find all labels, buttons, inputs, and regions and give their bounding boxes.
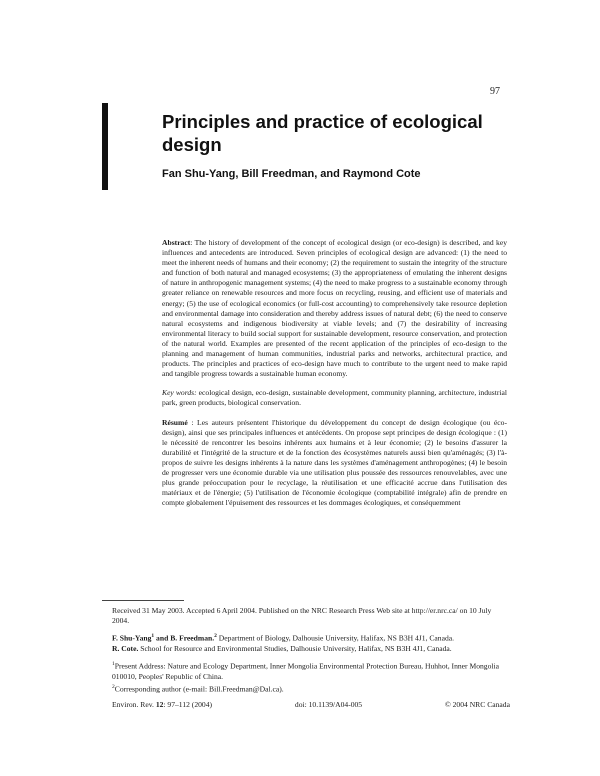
footnote-1 bbox=[112, 659, 510, 694]
received-line: Received 31 May 2003. Accepted 6 April 2004. Published on the NRC Research Press Web site at http://er.nrc.ca/ on 10 July 2004. bbox=[112, 606, 492, 626]
affiliation-1-name: F. Shu-Yang bbox=[112, 633, 152, 643]
abstract-section bbox=[162, 238, 507, 517]
key-words-paragraph bbox=[162, 388, 507, 408]
journal-name: Environ. Rev. bbox=[112, 700, 156, 709]
key-words-label: Key words: bbox=[162, 388, 197, 398]
affiliation-2-text: School for Resource and Environmental Studies, Dalhousie University, Halifax, NS B3H 4J1, Canada. bbox=[138, 643, 452, 653]
journal-copyright: © 2004 NRC Canada bbox=[444, 700, 510, 709]
footnote-2-text: Corresponding author (e-mail: Bill.Freedman@Dal.ca). bbox=[114, 684, 284, 694]
resume-label: Résumé bbox=[162, 417, 188, 427]
footnote-divider bbox=[102, 600, 184, 601]
footnote-1-marker: 1 bbox=[112, 660, 115, 667]
key-words-text: ecological design, eco-design, sustainable development, community planning, architecture, industrial park, green products, biological conservation. bbox=[162, 388, 507, 408]
footnotes-section bbox=[112, 606, 510, 699]
journal-citation-line bbox=[112, 700, 510, 709]
affiliation-1-name-2: B. Freedman. bbox=[170, 633, 215, 643]
affiliation-1-and: and bbox=[154, 633, 171, 643]
affiliation-1-sup-2: 2 bbox=[214, 633, 217, 640]
affiliation-1-text: Department of Biology, Dalhousie University, Halifax, NS B3H 4J1, Canada. bbox=[216, 633, 455, 643]
resume-text: : Les auteurs présentent l'historique du développement du concept de design écologique (ou éco-design), ainsi que ses principales influences et antécédents. On propose sept principes de design écologique : (1) le nécessité de rencontrer les besoins inhérents aux humains et à leur économie; (2) le besoins d'assurer la durabilité et l'intégrité de la structure et de la fonction des écosystèmes naturels aussi bien qu'aménagés; (3) l'à-propos de suivre les designs inhérents à la nature dans les systèmes d'aménagement anthropogènes; (4) le besoin de progresser vers une économie durable via une utilisation plus poussée des ressources renouvelables, avec une plus grande préoccupation pour le recyclage, la réutilisation et une efficacité accrue dans l'utilisation des matériaux et de l'énergie; (5) l'utilisation de l'économie écologique (comptabilité intégrale) afin de prendre en compte globalement l'épuisement des ressources et les dommages écologiques, et conséquemment bbox=[162, 417, 507, 508]
footnote-1-text: Present Address: Nature and Ecology Department, Inner Mongolia Environmental Protection Bureau, Huhhot, Inner Mongolia 010010, Peoples' Republic of China. bbox=[112, 661, 499, 681]
footnote-2-marker: 2 bbox=[112, 683, 115, 690]
page-number: 97 bbox=[490, 86, 500, 97]
resume-paragraph bbox=[162, 418, 507, 509]
article-authors: Fan Shu-Yang, Bill Freedman, and Raymond Cote bbox=[162, 168, 421, 180]
affiliation-2-name: R. Cote. bbox=[112, 643, 139, 653]
affiliation-line-1 bbox=[112, 631, 510, 654]
abstract-text: : The history of development of the concept of ecological design (or eco-design) is described, and key influences and antecedents are introduced. Seven principles of ecological design are advanced: (1) the need to meet the inherent needs of humans and their economy; (2) the requirement to sustain the integrity of the structure and function of both natural and managed ecosystems; (3) the appropriateness of emulating the inherent designs of nature in anthropogenic management systems; (4) the need to make progress to a sustainable economy through greater reliance on renewable resources and more focus on recycling, reusing, and efficient use of materials and energy; (5) the use of ecological economics (or full-cost accounting) to comprehensively take resource depletion and environmental damage into consideration and thereby address issues of natural debt; (6) the need to conserve natural ecosystems and indigenous biodiversity at viable levels; and (7) the desirability of increasing environmental literacy to build social support for sustainable development, resource conservation, and protection of the natural world. Examples are presented of the recent application of the principles of eco-design to the planning and management of human communities, industrial parks and networks, architectural practice, and products. The principles and practices of eco-design have much to contribute to the urgent need to make rapid and tangible progress towards a sustainable human economy. bbox=[162, 238, 507, 379]
journal-doi: doi: 10.1139/A04-005 bbox=[294, 700, 363, 709]
affiliation-1-sup: 1 bbox=[151, 633, 155, 640]
journal-volume: 12 bbox=[155, 700, 164, 709]
article-title: Principles and practice of ecological design bbox=[162, 111, 483, 155]
journal-pages: : 97–112 (2004) bbox=[163, 700, 213, 709]
journal-citation bbox=[112, 700, 212, 709]
abstract-label: Abstract bbox=[162, 238, 191, 247]
abstract-paragraph bbox=[162, 238, 507, 379]
title-accent-bar bbox=[102, 103, 108, 190]
